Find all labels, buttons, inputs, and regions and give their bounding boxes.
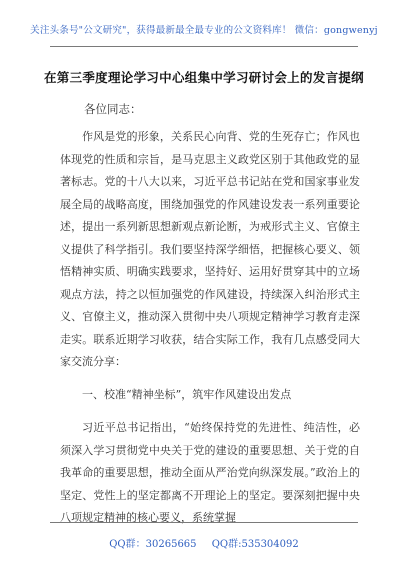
salutation: 各位同志： — [84, 102, 142, 116]
header-note: 关注头条号"公文研究"，获得最新最全最专业的公文资料库！ 微信：gongwenyj — [30, 25, 378, 36]
header-divider — [50, 46, 358, 47]
footer-qq-group-1: QQ群：30265665 — [109, 539, 197, 550]
paragraph-section-1: 习近平总书记指出，“始终保持党的先进性、纯洁性，必须深入学习贯彻党中央关于党的建设的重要思想、关于党的自我革命的重要思想，推动全面从严治党向纵深发展。”政治上的坚定、党性上的坚定都离不开理论上的坚定。要深刻把握中央八项规定精神的核心要义，系统掌握 — [60, 421, 360, 524]
paragraph-intro: 作风是党的形象，关系民心向背、党的生死存亡；作风也体现党的性质和宗旨，是马克思主义政党区别于其他政党的显著标志。党的十八大以来，习近平总书记站在党和国家事业发展全局的战略高度，围绕加强党的作风建设发表一系列重要论述，提出一系列新思想新观点新论断，为戒形式主义、官僚主义提供了科学指引。我们要坚持深学细悟，把握核心要义、领悟精神实质、明确实践要求，坚持好、运用好贯穿其中的立场观点方法，持之以恒加强党的作风建设，持续深入纠治形式主义、官僚主义，推动深入贯彻中央八项规定精神学习教育走深走实。联系近期学习收获，结合实际工作，我有几点感受同大家交流分享： — [60, 130, 360, 368]
document-body — [60, 126, 360, 530]
footer-contacts — [0, 535, 408, 550]
section-heading-1: 一、校准“精神坐标”，筑牢作风建设出发点 — [82, 387, 292, 401]
footer-qq-group-2: QQ群:535304092 — [211, 539, 299, 550]
footer-divider — [50, 522, 358, 523]
document-title: 在第三季度理论学习中心组集中学习研讨会上的发言提纲 — [43, 70, 364, 85]
